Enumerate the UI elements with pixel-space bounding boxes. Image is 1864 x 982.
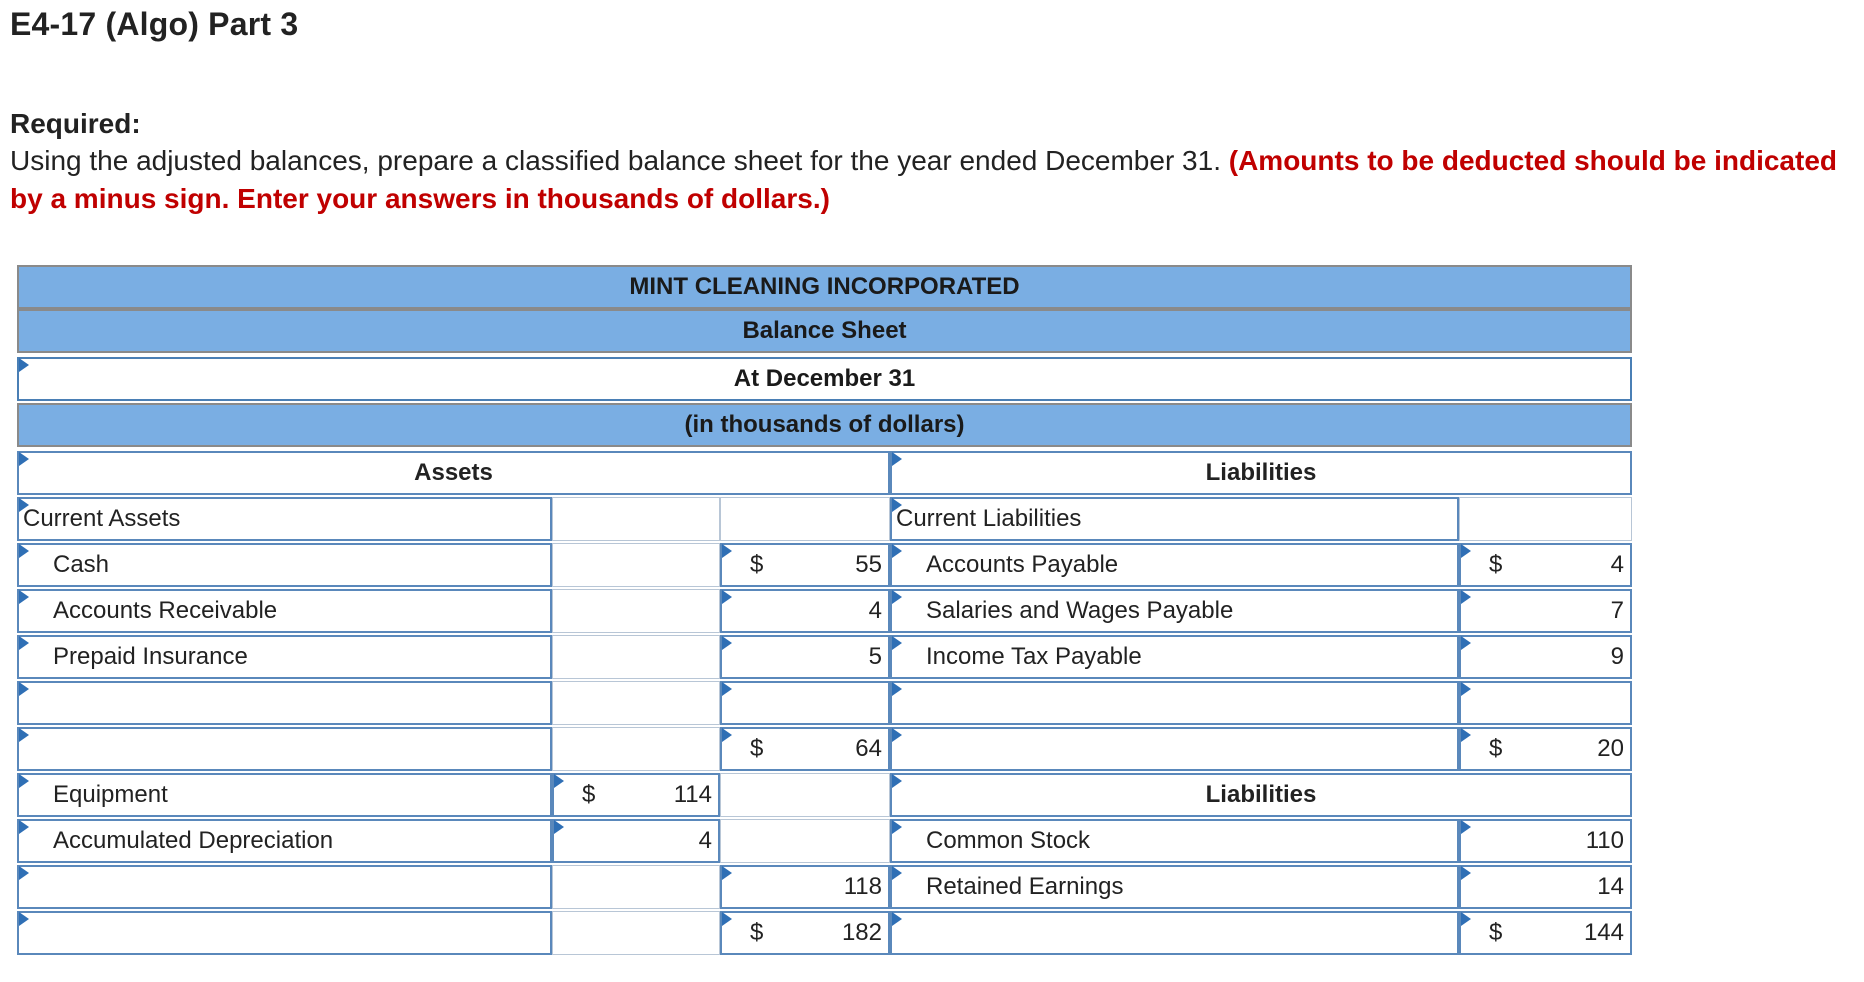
input-flag-icon — [19, 590, 29, 604]
asset-amount-net-equipment[interactable]: 118 — [720, 865, 890, 909]
asset-col1-blank — [552, 681, 720, 725]
input-flag-icon — [19, 912, 29, 926]
asset-row-net-equipment[interactable] — [17, 865, 552, 909]
input-flag-icon — [892, 498, 902, 512]
asset-col1-grand-total — [552, 911, 720, 955]
input-flag-icon — [19, 866, 29, 880]
dollar-sign: $ — [750, 551, 764, 578]
input-flag-icon — [1461, 866, 1471, 880]
required-heading: Required: — [10, 108, 141, 139]
asset-row-equipment[interactable]: Equipment — [17, 773, 552, 817]
statement-name-row — [17, 309, 1632, 353]
input-flag-icon — [1461, 912, 1471, 926]
company-name-row — [17, 265, 1632, 309]
statement-date: At December 31 — [733, 365, 916, 392]
liabilities-header: Liabilities — [1205, 459, 1317, 486]
dollar-sign: $ — [582, 781, 596, 808]
asset-amount-prepaid-insurance[interactable]: 5 — [720, 635, 890, 679]
asset-row-accum-dep[interactable]: Accumulated Depreciation — [17, 819, 552, 863]
input-flag-icon — [19, 774, 29, 788]
liab-row-income-tax[interactable]: Income Tax Payable — [890, 635, 1459, 679]
liabilities-header-2: Liabilities — [1205, 781, 1317, 808]
total-current-assets[interactable]: $ 64 — [720, 727, 890, 771]
input-flag-icon — [1461, 728, 1471, 742]
input-flag-icon — [19, 498, 29, 512]
liab-row-salaries[interactable]: Salaries and Wages Payable — [890, 589, 1459, 633]
asset-amount-accum-dep[interactable]: 4 — [552, 819, 720, 863]
company-name: MINT CLEANING INCORPORATED — [629, 273, 1020, 300]
liab-row-blank[interactable] — [890, 681, 1459, 725]
total-equity[interactable]: $ 144 — [1459, 911, 1632, 955]
total-assets-label[interactable] — [17, 911, 552, 955]
equity-header-input[interactable] — [890, 773, 1632, 817]
input-flag-icon — [892, 590, 902, 604]
input-flag-icon — [722, 728, 732, 742]
liab-amount-income-tax[interactable]: 9 — [1459, 635, 1632, 679]
assets-col1-empty — [552, 497, 720, 541]
asset-amount-cash[interactable]: $ 55 — [720, 543, 890, 587]
input-flag-icon — [892, 728, 902, 742]
total-current-assets-label[interactable] — [17, 727, 552, 771]
input-flag-icon — [892, 866, 902, 880]
input-flag-icon — [892, 636, 902, 650]
asset-col2-equipment — [720, 773, 890, 817]
total-current-liabilities[interactable]: $ 20 — [1459, 727, 1632, 771]
balance-sheet — [17, 265, 1632, 965]
assets-header-input[interactable] — [17, 451, 890, 495]
units-label: (in thousands of dollars) — [684, 411, 965, 438]
asset-col2-accum-dep — [720, 819, 890, 863]
dollar-sign: $ — [1489, 735, 1503, 762]
liab-amount-blank[interactable] — [1459, 681, 1632, 725]
assets-col2-empty — [720, 497, 890, 541]
instructions — [10, 142, 1860, 218]
equity-amount-common-stock[interactable]: 110 — [1459, 819, 1632, 863]
input-flag-icon — [722, 912, 732, 926]
input-flag-icon — [19, 358, 29, 372]
total-equity-label[interactable] — [890, 911, 1459, 955]
equity-row-retained-earnings[interactable]: Retained Earnings — [890, 865, 1459, 909]
asset-row-accounts-receivable[interactable]: Accounts Receivable — [17, 589, 552, 633]
statement-date-row[interactable] — [17, 357, 1632, 401]
total-assets[interactable]: $ 182 — [720, 911, 890, 955]
input-flag-icon — [1461, 590, 1471, 604]
instructions-note: (Amounts to be deducted should be indicated by a minus sign. Enter your answers in thousands of dollars.) — [10, 145, 1837, 214]
input-flag-icon — [722, 866, 732, 880]
units-row — [17, 403, 1632, 447]
liab-amount-accounts-payable[interactable]: $ 4 — [1459, 543, 1632, 587]
current-assets-label[interactable]: Current Assets — [17, 497, 552, 541]
input-flag-icon — [1461, 682, 1471, 696]
total-current-liabilities-label[interactable] — [890, 727, 1459, 771]
equity-row-common-stock[interactable]: Common Stock — [890, 819, 1459, 863]
asset-col1-prepaid — [552, 635, 720, 679]
input-flag-icon — [554, 774, 564, 788]
instructions-text: Using the adjusted balances, prepare a classified balance sheet for the year ended December 31. — [10, 145, 1221, 176]
input-flag-icon — [892, 774, 902, 788]
liabilities-header-input[interactable] — [890, 451, 1632, 495]
asset-row-cash[interactable]: Cash — [17, 543, 552, 587]
input-flag-icon — [19, 728, 29, 742]
input-flag-icon — [722, 544, 732, 558]
input-flag-icon — [19, 682, 29, 696]
input-flag-icon — [1461, 636, 1471, 650]
asset-amount-equipment[interactable]: $ 114 — [552, 773, 720, 817]
asset-col1-total — [552, 727, 720, 771]
asset-amount-blank[interactable] — [720, 681, 890, 725]
equity-amount-retained-earnings[interactable]: 14 — [1459, 865, 1632, 909]
current-liabilities-label[interactable]: Current Liabilities — [890, 497, 1459, 541]
input-flag-icon — [19, 820, 29, 834]
liab-col-empty — [1459, 497, 1632, 541]
assets-header: Assets — [414, 459, 493, 486]
input-flag-icon — [722, 682, 732, 696]
page-title: E4-17 (Algo) Part 3 — [10, 6, 299, 42]
input-flag-icon — [892, 544, 902, 558]
dollar-sign: $ — [750, 735, 764, 762]
input-flag-icon — [892, 452, 902, 466]
input-flag-icon — [722, 636, 732, 650]
asset-row-blank[interactable] — [17, 681, 552, 725]
input-flag-icon — [722, 590, 732, 604]
statement-name: Balance Sheet — [742, 317, 907, 344]
input-flag-icon — [19, 452, 29, 466]
dollar-sign: $ — [750, 919, 764, 946]
input-flag-icon — [1461, 820, 1471, 834]
liab-amount-salaries[interactable]: 7 — [1459, 589, 1632, 633]
input-flag-icon — [892, 912, 902, 926]
asset-col1-ar — [552, 589, 720, 633]
input-flag-icon — [892, 682, 902, 696]
asset-col1-net-equipment — [552, 865, 720, 909]
liab-row-accounts-payable[interactable]: Accounts Payable — [890, 543, 1459, 587]
asset-row-prepaid-insurance[interactable]: Prepaid Insurance — [17, 635, 552, 679]
input-flag-icon — [554, 820, 564, 834]
asset-amount-accounts-receivable[interactable]: 4 — [720, 589, 890, 633]
dollar-sign: $ — [1489, 551, 1503, 578]
dollar-sign: $ — [1489, 919, 1503, 946]
input-flag-icon — [892, 820, 902, 834]
input-flag-icon — [19, 636, 29, 650]
input-flag-icon — [1461, 544, 1471, 558]
input-flag-icon — [19, 544, 29, 558]
asset-col1-cash — [552, 543, 720, 587]
